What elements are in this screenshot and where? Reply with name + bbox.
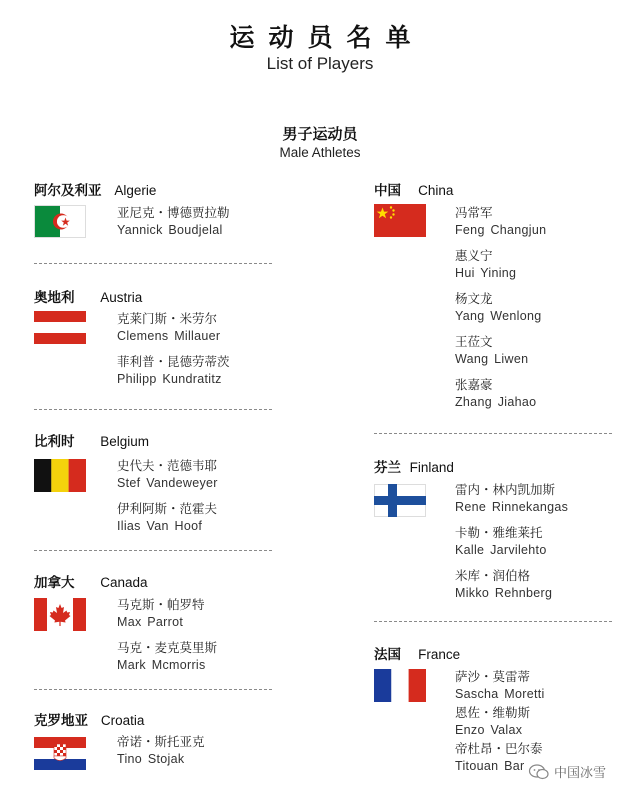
page-title: 运动员名单 — [229, 23, 425, 52]
player-name-cn: 马克・麦克莫里斯 — [117, 640, 218, 655]
country-name-en: Belgium — [100, 434, 150, 449]
country-name-cn: 克罗地亚 — [34, 713, 88, 729]
country-heading-algeria — [34, 179, 156, 199]
player-name-cn: 克莱门斯・米劳尔 — [117, 311, 218, 326]
country-heading-austria — [34, 286, 142, 306]
player-entry — [455, 204, 546, 239]
player-name-en: Titouan Bar — [455, 759, 525, 773]
player-name-en: Kalle Jarvilehto — [455, 543, 547, 557]
player-entry — [117, 204, 230, 239]
player-name-en: Ilias Van Hoof — [117, 519, 203, 533]
player-name-cn: 帝杜昂・巴尔泰 — [455, 741, 543, 756]
croatia-flag-icon — [34, 737, 86, 770]
country-name-en: China — [418, 183, 454, 198]
player-name-en: Mikko Rehnberg — [455, 586, 553, 600]
country-heading-croatia — [34, 709, 144, 729]
player-name-en: Sascha Moretti — [455, 687, 545, 701]
player-name-cn: 米库・润伯格 — [455, 568, 531, 583]
divider — [34, 689, 272, 690]
player-entry — [455, 524, 547, 559]
player-entry — [455, 333, 528, 368]
finland-flag-icon — [374, 484, 426, 517]
player-entry — [455, 704, 530, 739]
country-name-cn: 奥地利 — [34, 290, 75, 306]
player-name-en: Feng Changjun — [455, 223, 547, 237]
divider — [34, 550, 272, 551]
player-entry — [117, 353, 230, 388]
belgium-flag-icon — [34, 459, 86, 492]
algeria-flag-icon — [34, 205, 86, 238]
player-name-cn: 王莅文 — [455, 334, 493, 349]
france-flag-icon — [374, 669, 426, 702]
country-name-cn: 法国 — [374, 647, 401, 663]
player-name-cn: 惠义宁 — [455, 248, 493, 263]
watermark-text: 中国冰雪 — [554, 766, 607, 781]
player-name-cn: 史代夫・范德韦耶 — [117, 458, 218, 473]
country-name-en: Finland — [409, 460, 454, 475]
austria-flag-icon — [34, 311, 86, 344]
page-subtitle: List of Players — [266, 54, 374, 73]
player-name-en: Philipp Kundratitz — [117, 372, 222, 386]
watermark — [528, 762, 606, 785]
wechat-icon — [528, 763, 550, 785]
country-name-cn: 比利时 — [34, 434, 75, 450]
player-entry — [455, 376, 536, 411]
player-name-cn: 菲利普・昆德劳蒂茨 — [117, 354, 230, 369]
player-name-cn: 马克斯・帕罗特 — [117, 597, 205, 612]
player-name-en: Stef Vandeweyer — [117, 476, 218, 490]
divider — [374, 621, 612, 622]
player-name-cn: 卡勒・雅维莱托 — [455, 525, 543, 540]
player-entry — [117, 596, 205, 631]
player-entry — [455, 481, 568, 516]
section-subtitle: Male Athletes — [279, 145, 361, 160]
player-name-cn: 杨文龙 — [455, 291, 493, 306]
player-entry — [117, 639, 217, 674]
player-entry — [455, 290, 541, 325]
divider — [374, 433, 612, 434]
player-entry — [455, 668, 545, 703]
player-entry — [117, 310, 220, 345]
player-name-en: Max Parrot — [117, 615, 184, 629]
player-name-cn: 帝诺・斯托亚克 — [117, 734, 205, 749]
country-heading-belgium — [34, 430, 149, 450]
country-heading-canada — [34, 571, 148, 591]
player-entry — [455, 247, 516, 282]
player-entry — [117, 733, 205, 768]
country-name-en: Austria — [100, 290, 143, 305]
country-name-cn: 中国 — [374, 183, 401, 199]
player-name-en: Tino Stojak — [117, 752, 185, 766]
player-name-cn: 张嘉豪 — [455, 377, 493, 392]
divider — [34, 409, 272, 410]
country-name-en: Algerie — [114, 183, 157, 198]
player-name-cn: 伊利阿斯・范霍夫 — [117, 501, 218, 516]
player-name-en: Wang Liwen — [455, 352, 529, 366]
canada-flag-icon — [34, 598, 86, 631]
player-name-cn: 亚尼克・博德贾拉勒 — [117, 205, 230, 220]
section-title: 男子运动员 — [282, 125, 358, 143]
player-name-en: Mark Mcmorris — [117, 658, 206, 672]
player-entry — [117, 500, 217, 535]
player-name-en: Yang Wenlong — [455, 309, 542, 323]
player-name-en: Enzo Valax — [455, 723, 523, 737]
player-name-en: Zhang Jiahao — [455, 395, 537, 409]
player-name-cn: 萨沙・莫雷蒂 — [455, 669, 531, 684]
country-name-cn: 加拿大 — [34, 575, 75, 591]
country-name-en: Canada — [100, 575, 148, 590]
country-name-en: Croatia — [100, 713, 145, 728]
china-flag-icon — [374, 204, 426, 237]
player-name-en: Clemens Millauer — [117, 329, 221, 343]
player-name-cn: 恩佐・维勒斯 — [455, 705, 531, 720]
player-name-en: Yannick Boudjelal — [117, 223, 223, 237]
player-entry — [117, 457, 218, 492]
country-name-cn: 芬兰 — [374, 460, 401, 476]
divider — [34, 263, 272, 264]
country-heading-finland — [374, 456, 454, 476]
country-heading-france — [374, 643, 460, 663]
player-name-en: Rene Rinnekangas — [455, 500, 569, 514]
country-heading-china — [374, 179, 453, 199]
player-name-cn: 冯常军 — [455, 205, 493, 220]
player-entry — [455, 567, 552, 602]
player-name-en: Hui Yining — [455, 266, 517, 280]
player-name-cn: 雷内・林内凯加斯 — [455, 482, 556, 497]
country-name-en: France — [418, 647, 461, 662]
country-name-cn: 阿尔及利亚 — [34, 183, 102, 199]
